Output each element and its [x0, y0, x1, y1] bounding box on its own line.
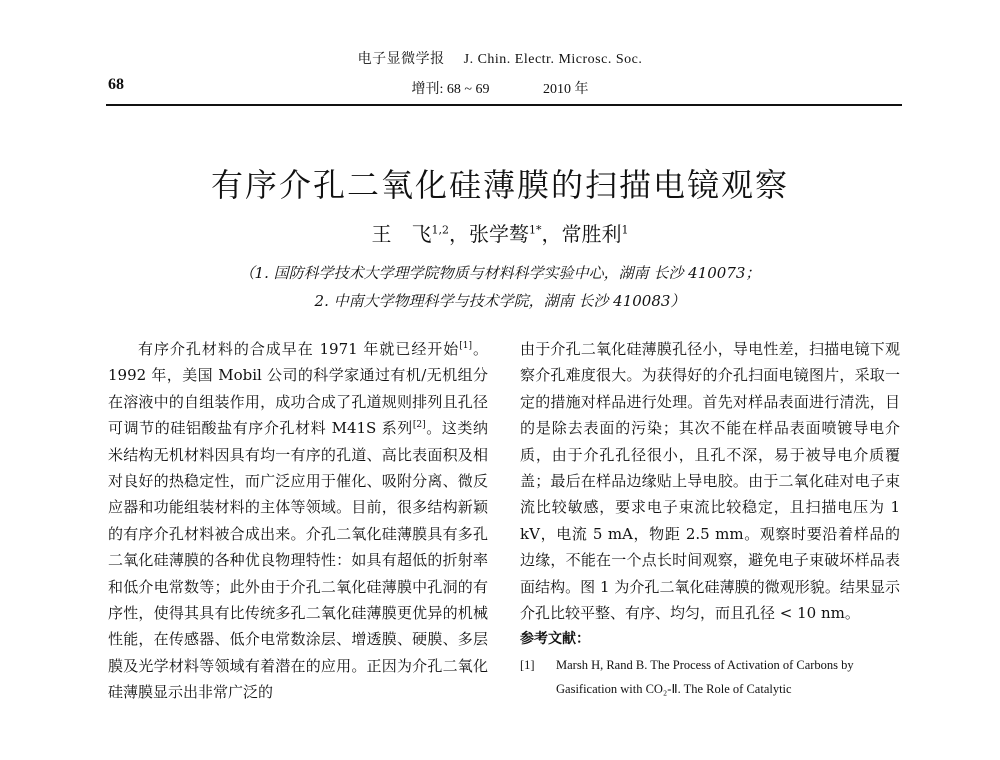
left-column: [108, 336, 488, 706]
affiliation-1: （1. 国防科学技术大学理学院物质与材料科学实验中心，湖南 长沙 410073；: [239, 264, 761, 282]
author-name: 王 飞: [371, 222, 432, 246]
author-mark: 1*: [529, 223, 542, 237]
text-run: 有序介孔材料的合成早在 1971 年就已经开始: [138, 340, 460, 358]
body-paragraph: [108, 336, 488, 706]
citation-1: [1]: [459, 341, 473, 351]
body-paragraph: 由于介孔二氧化硅薄膜孔径小，导电性差，扫描电镜下观察介孔难度很大。为获得好的介孔扫面电镜图片，采取一定的措施对样品进行处理。首先对样品表面进行清洗，目的是除去表面的污染；其次不能在样品表面喷镀导电介质，由于介孔孔径很小，且孔不深，易于被导电介质覆盖；最后在样品边缘贴上导电胶。由于二氧化硅对电子束流比较敏感，要求电子束流比较稳定，且扫描电压为 1 kV，电流 5 mA，物距 2.5 mm。观察时要沿着样品的边缘，不能在一个点长时间观察，避免电子束破坏样品表面结构。图 1 为介孔二氧化硅薄膜的微观形貌。结果显示介孔比较平整、有序、均匀，而且孔径 < 10 nm。: [520, 340, 900, 623]
journal-name-en: J. Chin. Electr. Microsc. Soc.: [463, 52, 643, 67]
affiliation-2: 2. 中南大学物理科学与技术学院，湖南 长沙 410083）: [314, 292, 686, 310]
author-list: [0, 218, 1000, 247]
header-rule: [106, 104, 902, 106]
text-run: 。1992 年，美国 Mobil 公司的科学家通过有机/无机组分在溶液中的自组装作用，成功合成了孔道规则排列且孔径可调节的硅铝酸盐有序介孔材料 M41S 系列: [108, 340, 488, 438]
author-mark: 1: [621, 223, 629, 237]
journal-line: [0, 48, 1000, 68]
author-name: 常胜利: [561, 222, 622, 246]
paper-title: 有序介孔二氧化硅薄膜的扫描电镜观察: [210, 166, 789, 204]
reference-item: [520, 653, 900, 701]
author-mark: 1,2: [431, 223, 449, 237]
citation-2: [2]: [412, 420, 426, 431]
issue-year: 2010 年: [542, 82, 589, 97]
issue-pages: 增刊: 68 ~ 69: [411, 82, 490, 97]
text-run: 。这类纳米结构无机材料因具有均一有序的孔道、高比表面积及相对良好的热稳定性，而广泛应用于催化、吸附分离、微反应器和功能组装材料的主体等领域。目前，很多结构新颖的有序介孔材料被合成出来。介孔二氧化硅薄膜具有多孔二氧化硅薄膜的各种优良物理特性：如具有超低的折射率和低介电常数等；此外由于介孔二氧化硅薄膜中孔洞的有序性，使得其具有比传统多孔二氧化硅薄膜更优异的机械性能，在传感器、低介电常数涂层、增透膜、硬膜、多层膜及光学材料等领域有着潜在的应用。正因为介孔二氧化硅薄膜显示出非常广泛的: [108, 419, 488, 702]
journal-name-cn: 电子显微学报: [357, 51, 445, 67]
reference-text: Marsh H, Rand B. The Process of Activation of Carbons by Gasification with CO₂-Ⅱ. The Role of Catalytic: [556, 657, 854, 696]
author-separator: ，: [541, 222, 562, 246]
reference-number: [1]: [520, 657, 535, 672]
issue-line: [0, 78, 1000, 98]
page-number: 68: [108, 76, 124, 93]
references-heading: 参考文献：: [520, 631, 590, 648]
author-name: 张学骜: [469, 222, 529, 246]
author-separator: ，: [449, 222, 469, 246]
right-column: [520, 336, 900, 701]
